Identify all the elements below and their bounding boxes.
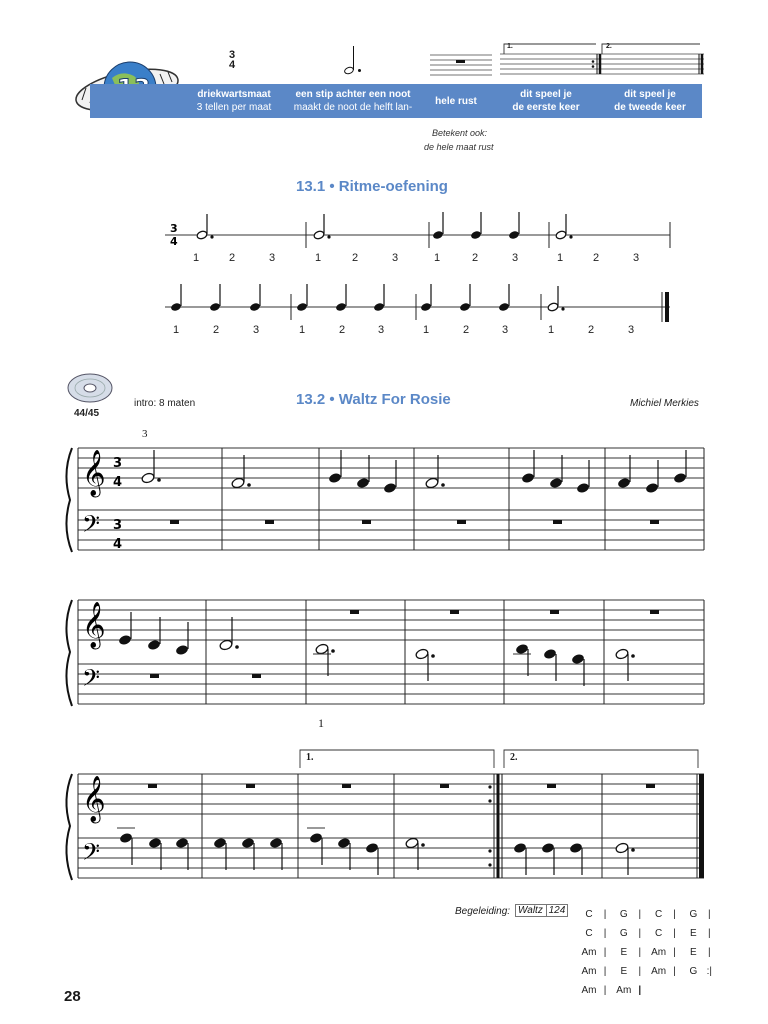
chord-separator: | (638, 928, 642, 939)
chord-row (578, 905, 714, 924)
chord-separator: | (708, 909, 711, 920)
svg-text:4: 4 (113, 537, 123, 552)
count: 1 (172, 324, 180, 336)
svg-text:𝄞: 𝄞 (82, 776, 106, 822)
svg-text:4: 4 (113, 475, 123, 490)
header-volta-first: 1. (507, 43, 513, 50)
svg-text:𝄞: 𝄞 (82, 450, 106, 496)
page-number: 28 (64, 988, 81, 1005)
legend-cell-dot (286, 84, 420, 118)
final-barline: | (638, 985, 642, 996)
chord-separator: | (673, 909, 676, 920)
score-system-1 (60, 428, 708, 556)
chord: G (689, 966, 698, 977)
chord-separator: | (708, 947, 711, 958)
svg-text:𝄢: 𝄢 (82, 510, 101, 543)
legend-dot-top: een stip achter een noot (295, 89, 411, 100)
chord-row (578, 943, 714, 962)
svg-text:4: 4 (170, 235, 178, 248)
legend-first-bottom: de eerste keer (512, 102, 580, 113)
repeat-sign: :| (706, 966, 713, 977)
finger-number-bass: 1 (318, 716, 324, 730)
rest-note-line1: Betekent ook: (432, 128, 488, 138)
rest-note-line2: de hele maat rust (424, 142, 494, 152)
legend-cell-first (500, 84, 592, 118)
cd-icon (64, 366, 116, 406)
count: 1 (433, 252, 441, 264)
count: 1 (556, 252, 564, 264)
chord-separator: | (603, 947, 607, 958)
dot (358, 69, 361, 72)
count: 3 (268, 252, 276, 264)
chord-row (578, 924, 714, 943)
exercise-2-title: 13.2 • Waltz For Rosie (296, 391, 451, 408)
svg-text:3: 3 (113, 456, 123, 471)
count: 2 (587, 324, 595, 336)
legend-cell-time (188, 84, 280, 118)
count: 3 (391, 252, 399, 264)
accompaniment-label: Begeleiding: (455, 906, 511, 917)
legend-time-top: driekwartsmaat (197, 89, 271, 100)
count: 2 (212, 324, 220, 336)
chord: Am (581, 947, 597, 958)
chord-separator: | (603, 985, 607, 996)
count: 3 (632, 252, 640, 264)
chord-separator: | (708, 928, 711, 939)
count: 1 (422, 324, 430, 336)
svg-text:3: 3 (113, 518, 123, 533)
legend-cell-rest (426, 84, 486, 118)
chord-grid (578, 905, 714, 1000)
accompaniment-style-name: Waltz (518, 905, 543, 916)
chord: C (654, 909, 663, 920)
legend-cell-second (602, 84, 698, 118)
volta-second: 2. (510, 752, 518, 763)
chord: E (620, 947, 628, 958)
chord: G (689, 909, 698, 920)
rhythm-line-1 (165, 210, 675, 250)
chord-separator: | (673, 947, 676, 958)
legend-first-top: dit speel je (520, 89, 572, 100)
svg-text:3: 3 (170, 222, 178, 235)
chord: C (585, 928, 593, 939)
legend-second-top: dit speel je (624, 89, 676, 100)
chord-separator: | (638, 909, 642, 920)
count: 2 (462, 324, 470, 336)
accompaniment-style (515, 904, 568, 917)
rhythm-line-2 (165, 282, 675, 322)
count: 1 (314, 252, 322, 264)
chord-separator: | (673, 928, 676, 939)
volta-symbols (500, 42, 704, 78)
chord-row (578, 981, 714, 1000)
legend-band (90, 84, 702, 118)
count: 3 (627, 324, 635, 336)
header-time-signature: 3 4 (229, 49, 236, 71)
chord-separator: | (603, 909, 607, 920)
track-number: 44/45 (74, 408, 100, 419)
count: 1 (192, 252, 200, 264)
count: 3 (501, 324, 509, 336)
svg-text:𝄢: 𝄢 (82, 838, 101, 871)
chord: Am (651, 947, 667, 958)
legend-second-bottom: de tweede keer (614, 102, 686, 113)
intro-label: intro: 8 maten (134, 398, 196, 409)
score-system-3 (60, 748, 708, 884)
finger-number-treble: 3 (142, 428, 148, 440)
composer: Michiel Merkies (630, 398, 699, 409)
whole-rest-symbol (430, 52, 492, 76)
count: 2 (338, 324, 346, 336)
chord: G (619, 928, 628, 939)
score-system-2 (60, 588, 708, 718)
chord: Am (651, 966, 667, 977)
count: 2 (228, 252, 236, 264)
chord-separator: | (638, 947, 642, 958)
legend-time-bottom: 3 tellen per maat (196, 102, 272, 113)
chord-separator: | (673, 966, 676, 977)
count: 1 (547, 324, 555, 336)
count: 2 (471, 252, 479, 264)
count: 3 (252, 324, 260, 336)
count: 2 (592, 252, 600, 264)
accompaniment-tempo: 124 (546, 905, 566, 916)
chord-row (578, 962, 714, 981)
chord-separator: | (603, 966, 607, 977)
exercise-1-title: 13.1 • Ritme-oefening (296, 178, 448, 195)
chord: Am (581, 966, 597, 977)
chord: Am (581, 985, 597, 996)
chord: E (620, 966, 628, 977)
chord: E (690, 928, 697, 939)
count: 3 (377, 324, 385, 336)
svg-text:𝄞: 𝄞 (82, 602, 106, 648)
count: 3 (511, 252, 519, 264)
stem (353, 46, 354, 70)
svg-text:𝄢: 𝄢 (82, 664, 101, 697)
chord-separator: | (638, 966, 642, 977)
chord: E (690, 947, 697, 958)
count: 1 (298, 324, 306, 336)
count: 2 (351, 252, 359, 264)
legend-dot-bottom: maakt de noot de helft lan- (293, 102, 413, 113)
chord: Am (616, 985, 632, 996)
chord: C (654, 928, 663, 939)
header-volta-second: 2. (606, 43, 612, 50)
volta-first: 1. (306, 752, 314, 763)
chord: C (585, 909, 593, 920)
chord-separator: | (603, 928, 607, 939)
chord: G (619, 909, 628, 920)
legend-rest-label: hele rust (435, 95, 477, 107)
